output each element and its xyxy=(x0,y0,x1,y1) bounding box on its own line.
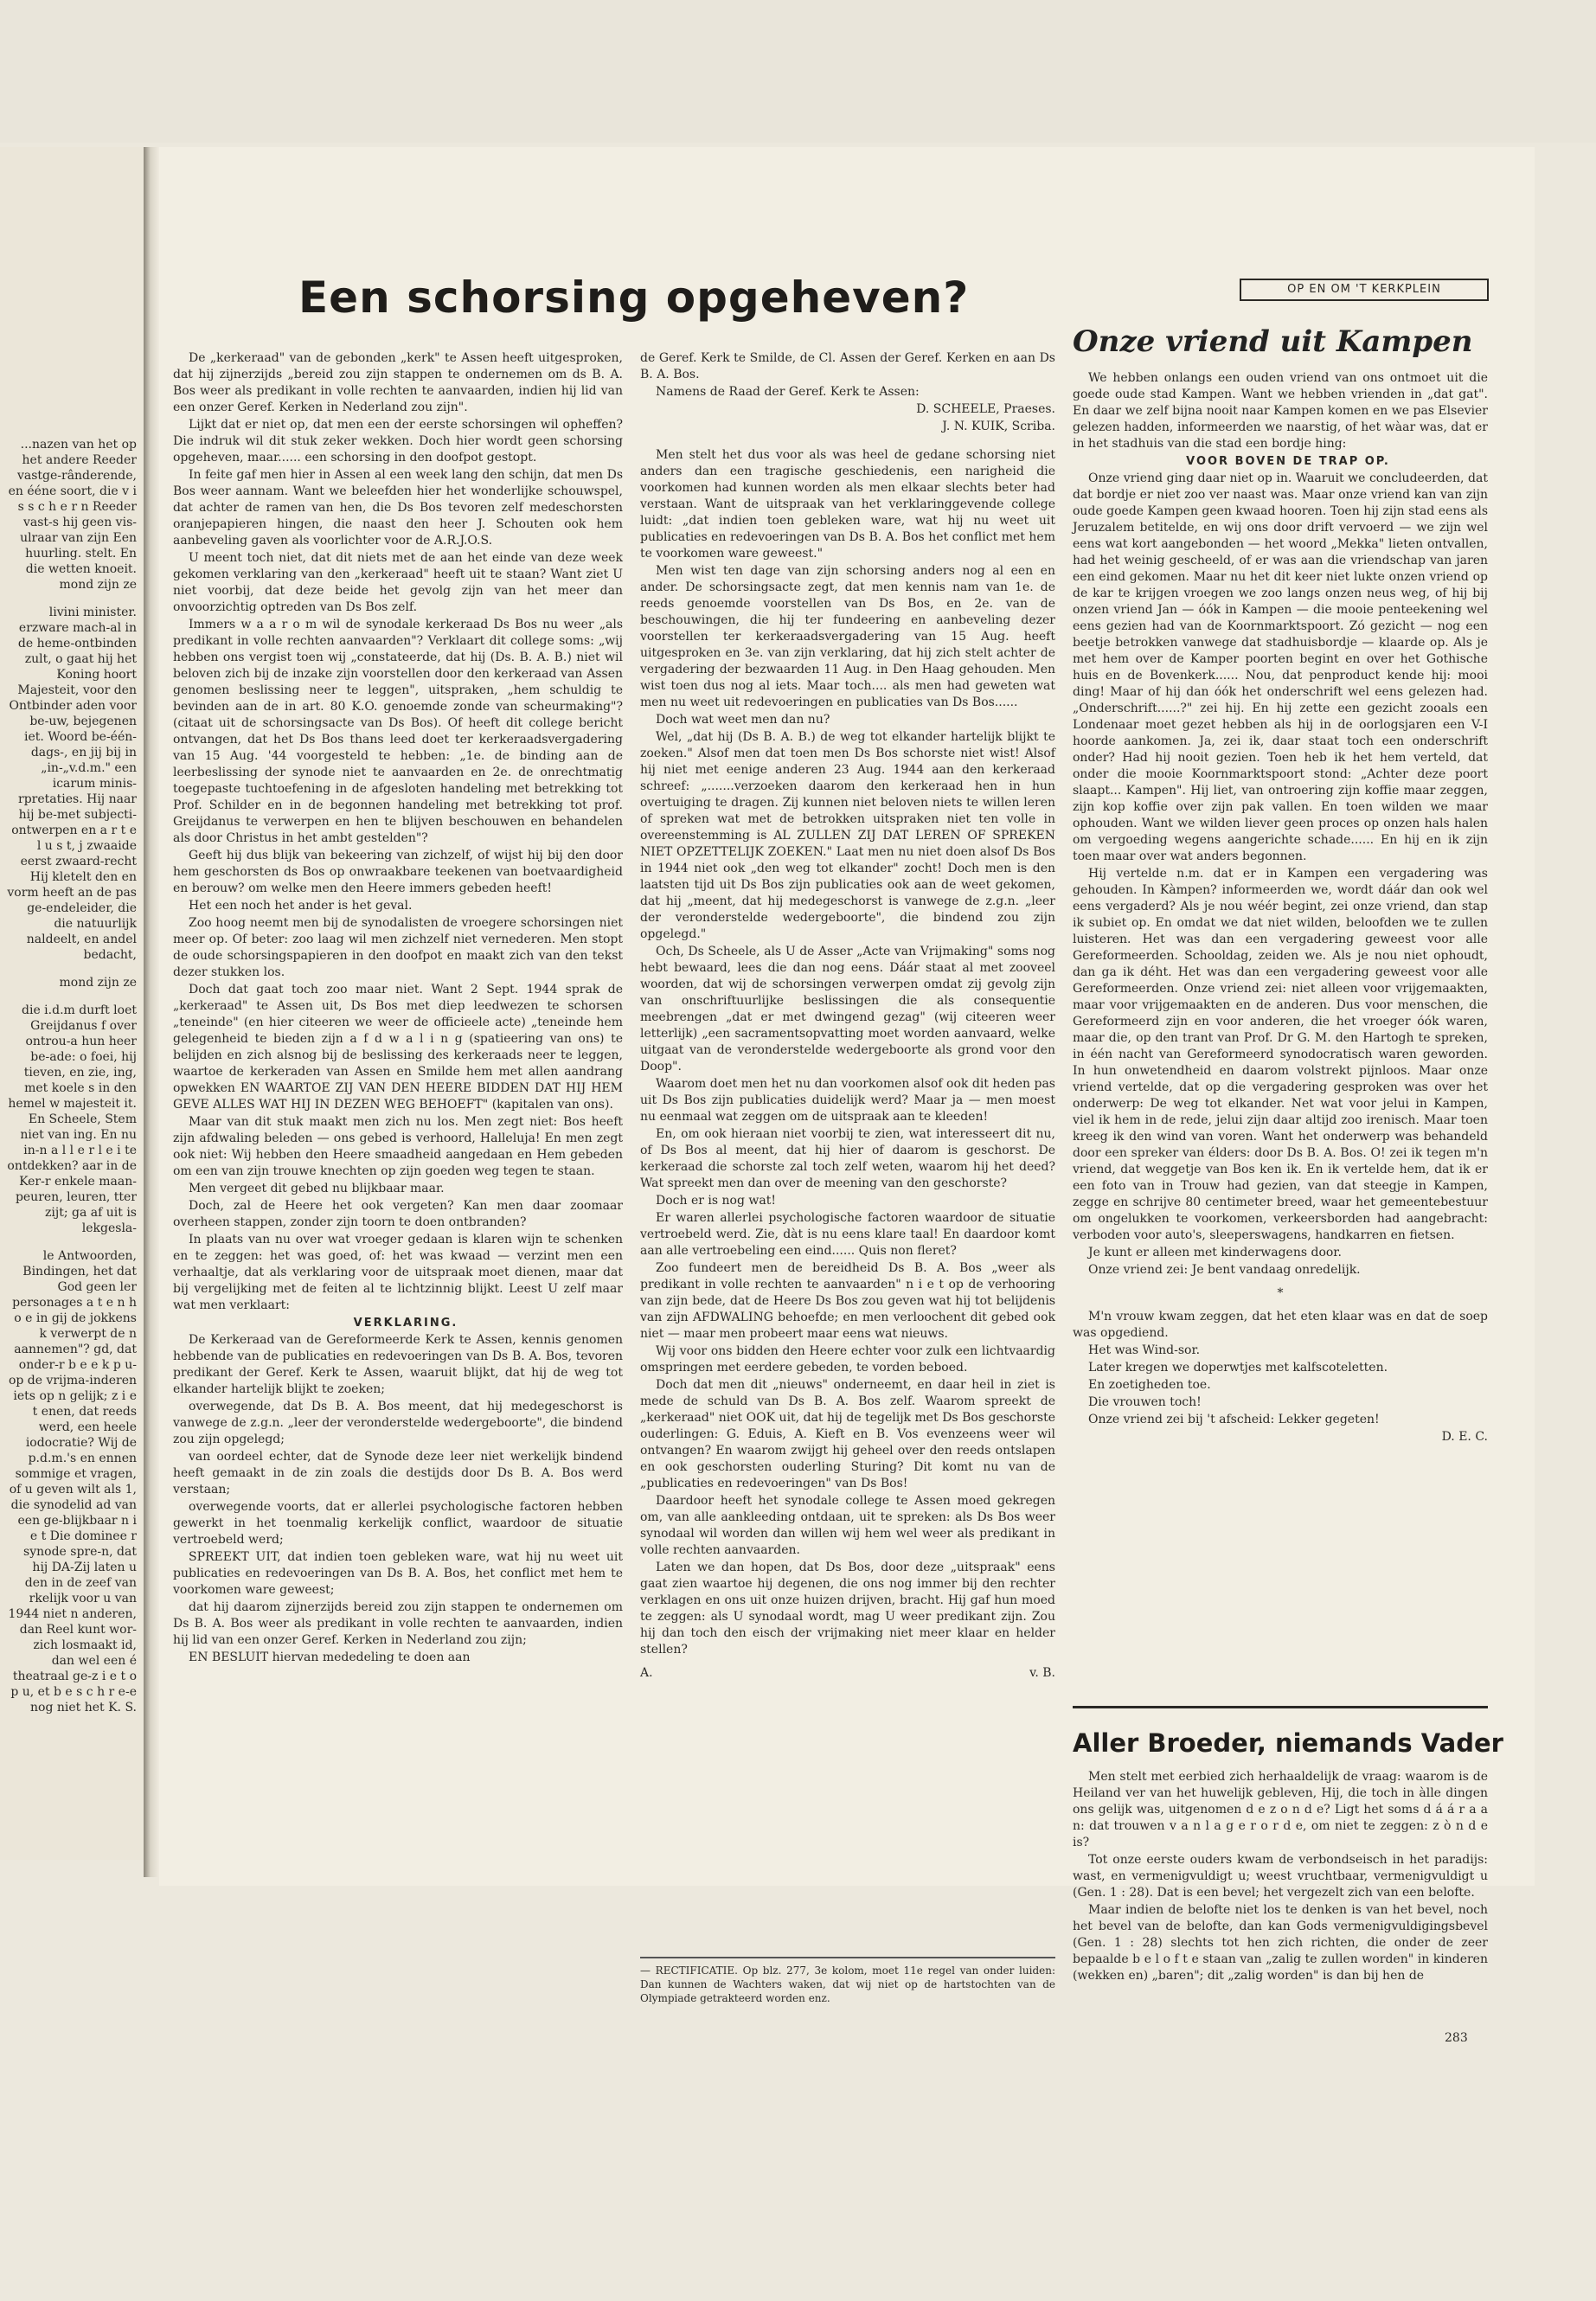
column-kicker: OP EN OM 'T KERKPLEIN xyxy=(1240,279,1489,301)
article1-column-2 xyxy=(640,350,1055,1682)
a1-para: Doch er is nog wat! xyxy=(656,1194,776,1208)
verklaring-para: overwegende voorts, dat er allerlei psychologische factoren hebben gewerkt in het toenmalig kerkelijk conflict, waardoor de situatie vertroebeld werd; xyxy=(173,1500,623,1547)
a1-para: Immers w a a r o m wil de synodale kerkeraad Ds Bos nu weer „als predikant in volle rechten aanvaarden"? Verklaart dit college soms: „wij hebben ons vergist toen wij „constateerde, dat hij (Ds. B. A. B.) niet wil beloven zich bij de inzake zijn voorstellen door den kerkeraad van Assen genomen beslissing neer te leggen", uitspraken, „hem schuldig te bevinden aan de in art. 80 K.O. genoemde zonde van scheurmaking"? (citaat uit de schorsingsacte van Ds Bos). Of heeft dit college bericht ontvangen, dat het Ds Bos thans leed doet ter kerkeraadsvergadering van 15 Aug. '44 voorgesteld te hebben: „1e. de binding aan de leerbeslissing der synode niet te aanvaarden en 2e. de onrechtmatig toegepaste tuchtoefening in de afgesloten handeling met betrekking tot Prof. Schilder en in de begonnen handeling met betrekking tot prof. Greijdanus te verwerpen en hen te blijven beschouwen en behandelen als door Christus in het ambt gestelden"? xyxy=(173,618,623,845)
left-para-4: die i.d.m durft loet Greijdanus f over ontrou-a hun heer be-ade: o foei, hij tieven, en zie, ing, met koele s in den hemel w majesteit it. En Scheele, Stem niet van ing. En nu in-n a l l e r l e i te ontdekken? aar in de Ker-r enkele maan-peuren, leuren, tter zijt; ga af uit is lekgesla- xyxy=(7,1003,137,1235)
a1-para: Doch dat men dit „nieuws" onderneemt, en daar heil in ziet is mede de schuld van Ds B. A. Bos zelf. Waarom spreekt de „kerkeraad" niet OOK uit, dat hij de tegelijk met Ds Bos geschorste ouderlingen: G. Eduis, A. Kieft en B. Vos evenzeens weer wil ontvangen? En waarom zwijgt hij geheel over den reeds ontslapen en ook geschorsten ouderling Sturing? Dit komt nu van de „publicaties en redevoeringen" van Ds Bos! xyxy=(640,1378,1055,1490)
a1-para: Doch wat weet men dan nu? xyxy=(656,713,830,727)
signatory-praeses: D. SCHEELE, Praeses. xyxy=(916,402,1055,416)
star-separator: * xyxy=(1277,1286,1284,1300)
verklaring-para: overwegende, dat Ds B. A. Bos meent, dat hij medegeschorst is vanwege de z.g.n. „leer der veronderstelde wedergeboorte", die bindend zou zijn opgelegd; xyxy=(173,1400,623,1446)
article-title: Een schorsing opgeheven? xyxy=(298,272,970,323)
a3-para: Tot onze eerste ouders kwam de verbondseisch in het paradijs: wast, en vermenigvuldigt u; weest vruchtbaar, vermenigvuldigt u (Gen. 1 : 28). Dat is een bevel; het vergezelt zich van een belofte. xyxy=(1073,1853,1488,1900)
article2-author: D. E. C. xyxy=(1441,1430,1488,1444)
left-para-5: le Antwoorden, Bindingen, het dat God geen ler personages a t e n h o e in gij de jokkens k verwerpt de n aannemen"? gd, dat onder-r b e e k p u-op de vrijma-inderen iets op n gelijk; z i e t enen, dat reeds werd, een heele iodocratie? Wij de p.d.m.'s en ennen sommige et vragen, of u geven wilt als 1, die synodelid ad van een ge-blijkbaar n i e t Die dominee r synode spre-n, dat hij DA-Zij laten u den in de zeef van rkelijk voor u van 1944 niet n anderen, dan Reel kunt wor-zich losmaakt id, dan wel een é theatraal ge-z i e t o p u, et b e s c h r e-e nog niet het K. S. xyxy=(8,1249,137,1715)
article3-column xyxy=(1073,1769,1488,1985)
a1-para: Men vergeet dit gebed nu blijkbaar maar. xyxy=(189,1182,445,1195)
left-para-2: livini minister. erzware mach-al in de heme-ontbinden zult, o gaat hij het Koning hoort Majesteit, voor den Ontbinder aden voor be-uw, bejegenen iet. Woord be-één-dags-, en jij bij in „in-„v.d.m." een icarum minis-rpretaties. Hij naar hij be-met subjecti-ontwerpen en a r t e l u s t, j zwaaide eerst zwaard-recht Hij kletelt den en vorm heeft an de pas ge-endeleider, die die natuurlijk naldeelt, en andel bedacht, xyxy=(7,606,137,962)
a2-para: M'n vrouw kwam zeggen, dat het eten klaar was en dat de soep was opgediend. xyxy=(1073,1310,1488,1340)
a1-para: En, om ook hieraan niet voorbij te zien, wat interesseert dit nu, of Ds Bos al meent, dat hij hier of daarom is geschorst. De kerkeraad die schorste zal toch zelf weten, waarom hij het deed? Wat spreekt men dan over de meening van den geschorste? xyxy=(640,1127,1055,1190)
author-signature: v. B. xyxy=(1029,1666,1055,1680)
left-para-3: mond zijn ze xyxy=(59,976,137,990)
a1-para: Lijkt dat er niet op, dat men een der eerste schorsingen wil opheffen? Die indruk wil dit stuk zeker wekken. Doch hier wordt geen schorsing opgeheven, maar...... een schorsing in den doofpot gestopt. xyxy=(173,418,623,465)
verklaring-para: SPREEKT UIT, dat indien toen gebleken ware, wat hij nu weet uit publicaties en redevoeringen van Ds B. A. Bos, het conflict met hem te voorkomen ware geweest; xyxy=(173,1550,623,1597)
a1-para: Wel, „dat hij (Ds B. A. B.) de weg tot elkander hartelijk blijkt te zoeken." Alsof men dat toen men Ds Bos schorste niet wist! Alsof hij niet met eenige anderen 23 Aug. 1944 aan den kerkeraad schreef: „.......verzoeken daarom den kerkeraad hen in hun overtuiging te dragen. Zij kunnen niet beloven niets te willen leren of spreken wat met de betrokken uitspraken niet ten volle in overeenstemming is AL ZULLEN ZIJ DAT LEREN OF SPREKEN NIET OPZETTELIJK ZOEKEN." Laat men nu niet doen alsof Ds Bos in 1944 niet ook „den weg tot elkander" zocht! Doch men is den laatsten tijd uit Ds Bos zijn publicaties ook aan de weet gekomen, dat hij „meent, dat hij medegeschorst is vanwege de z.g.n. „leer der veronderstelde wedergeboorte", die bindend zou zijn opgelegd." xyxy=(640,730,1055,941)
author-initial: A. xyxy=(640,1666,653,1680)
verklaring-heading: VERKLARING. xyxy=(353,1317,458,1330)
verklaring-para: dat hij daarom zijnerzijds bereid zou zijn stappen te ondernemen om Ds B. A. Bos weer als predikant in volle rechten te aanvaarden, indien hij lid van een onzer Geref. Kerken in Nederland zou zijn; xyxy=(173,1600,623,1647)
a1-para: Het een noch het ander is het geval. xyxy=(189,899,413,913)
a1-para: Zoo fundeert men de bereidheid Ds B. A. Bos „weer als predikant in volle rechten te aanvaarden" n i e t op de verhooring van zijn bede, dat de Heere Ds Bos zou geven wat hij tot belijdenis van zijn AFDWALING behoefde; en men verloochent dit gebed ook niet — maar men probeert maar eens wat nieuws. xyxy=(640,1261,1055,1341)
a1-para: U meent toch niet, dat dit niets met de aan het einde van deze week gekomen verklaring van den „kerkeraad" heeft uit te staan? Want ziet U niet voorbij, dat deze beide het gevolg zijn van het meer dan onvoorzichtig optreden van Ds Bos zelf. xyxy=(173,551,623,614)
a1-para: Maar van dit stuk maakt men zich nu los. Men zegt niet: Bos heeft zijn afdwaling beleden — ons gebed is verhoord, Halleluja! En men zegt ook niet: Wij hebben den Heere smaadheid aangedaan en Hem gebeden om een van zijn trouwe knechten op zijn goeden weg tegen te staan. xyxy=(173,1115,623,1178)
a2-para: Je kunt er alleen met kinderwagens door. xyxy=(1088,1246,1342,1259)
a1-para: In feite gaf men hier in Assen al een week lang den schijn, dat men Ds Bos weer aannam. Want we beleefden hier het wonderlijke schouwspel, dat achter de ramen van hen, die Ds Bos tevoren zelf medeschorsten oranjepapieren hingen, die naast den heer J. Schouten ook hem aanbeveling gaven als voorlichter voor de A.R.J.O.S. xyxy=(173,468,623,548)
a2-para: Onze vriend ging daar niet op in. Waaruit we concludeerden, dat dat bordje er niet zoo ver naast was. Maar onze vriend kan van zijn oude goede Kampen geen kwaad hooren. Toen hij zijn stad eens als Jeruzalem betitelde, en wij ons door drift vervoerd — we zijn wel eens wat kort aangebonden — het woord „Mekka" lieten ontvallen, had het weinig gescheeld, of er was aan die vriendschap van jaren een eind gekomen. Maar nu het dit keer niet lukte onzen vriend op de kar te krijgen vroegen we zoo langs onzen neus weg, of hij bij onzen vriend Jan — óók in Kampen — die mooie penteekening wel eens gezien had van de Koornmarktspoort. Zó gezicht — nog een beetje betrokken vanwege dat stadhuisbordje — klaarde op. Als je met hem over de Kamper poorten begint en over het Gothische huis en de Bovenkerk...... Nou, dat penproduct kende hij: mooi ding! Maar of hij dan óók het onderschrift wel eens gelezen had. „Onderschrift......?" zei hij. En hij zette een gezicht zooals een Londenaar moet gezet hebben als hij in de oorlogsjaren een V-I hoorde aankomen. Ja, zei ik, daar staat toch een onderschrift onder? Had hij nooit gezien. Toen heb ik het hem verteld, dat onder die mooie Koornmarktspoort stond: „Achter deze poort slaapt... Kampen". Hij liet, van ontroering zijn koffie maar zeggen, zijn kop koffie over zijn pak vallen. En toen wilden we maar ophouden. Want we wilden liever geen proces op onzen hals halen om vergoeding wegens aangerichte schade...... En hij en ik zijn toen maar over wat anders begonnen. xyxy=(1073,471,1488,863)
page-number: 283 xyxy=(1445,2031,1468,2045)
verklaring-para: De Kerkeraad van de Gereformeerde Kerk te Assen, kennis genomen hebbende van de publicaties en redevoeringen van Ds B. A. Bos, tevoren predikant der Geref. Kerk te Assen, waaruit blijkt, dat hij de weg tot elkander hartelijk blijkt te zoeken; xyxy=(173,1333,623,1396)
a1-para: Men stelt het dus voor als was heel de gedane schorsing niet anders dan een tragische geschiedenis, een narigheid die voorkomen had kunnen worden als men elkaar slechts beter had verstaan. Want de uitspraak van het verklaringgevende college luidt: „dat indien toen gebleken ware, wat hij nu weet uit publicaties en redevoeringen van Ds B. A. Bos het conflict met hem te voorkomen ware geweest." xyxy=(640,448,1055,561)
rectificatie-text: — RECTIFICATIE. Op blz. 277, 3e kolom, moet 11e regel van onder luiden: Dan kunnen de Wachters waken, dat wij niet op de hartstochten van de Olympiade getrakteerd worden enz. xyxy=(640,1965,1055,2004)
a3-para: Maar indien de belofte niet los te denken is van het bevel, noch het bevel van de belofte, dan kan Gods vermenigvuldigingsbevel (Gen. 1 : 28) slechts tot hen zich richten, die onder de zeer bepaalde b e l o f t e staan van „zalig te zullen worden" in kinderen (wekken en) „baren"; dit „zalig worden" is dan bij hen de xyxy=(1073,1903,1488,1983)
a2-para: Het was Wind-sor. xyxy=(1088,1343,1201,1357)
binding-gutter xyxy=(144,147,159,1877)
signatory-scriba: J. N. KUIK, Scriba. xyxy=(942,420,1055,433)
a3-para: Men stelt met eerbied zich herhaaldelijk de vraag: waarom is de Heiland ver van het huwelijk gebleven, Hij, die toch in àlle dingen ons gelijk was, uitgenomen d e z o n d e? Ligt het soms d á á r a a n: dat trouwen v a n l a g e r o r d e, om niet te zeggen: z ò n d e is? xyxy=(1073,1770,1488,1849)
a1-para: In plaats van nu over wat vroeger gedaan is klaren wijn te schenken en te zeggen: het was goed, of: het was kwaad — verzint men een verhaaltje, dat als verklaring voor de uitspraak moet dienen, maar dat bij vergelijking met de feiten al te lichtzinnig blijkt. Leest U zelf maar wat men verklaart: xyxy=(173,1233,623,1312)
a1-para: Zoo hoog neemt men bij de synodalisten de vroegere schorsingen niet meer op. Of beter: zoo laag wil men zichzelf niet vernederen. Men stopt de oude schorsingspapieren in den doofpot en maakt zich van den tekst dezer stukken los. xyxy=(173,916,623,979)
left-page-text xyxy=(7,437,137,1727)
a1-para: Namens de Raad der Geref. Kerk te Assen: xyxy=(656,385,920,399)
a1-para: Doch dat gaat toch zoo maar niet. Want 2 Sept. 1944 sprak de „kerkeraad" te Assen uit, Ds Bos met diep leedwezen te schorsen „teneinde" (en hier citeeren we weer de officieele acte) „teneinde hem gelegenheid te bieden zijn a f d w a l i n g (spatieering van ons) te belijden en zich alsnog bij de beslissing des kerkeraads neer te leggen, waartoe de kerkeraden van Assen en Smilde hem met allen aandrang opwekken EN WAARTOE ZIJ VAN DEN HEERE BIDDEN DAT HIJ HEM GEVE ALLES WAT HIJ IN DEZEN WEG BEHOEFT" (kapitalen van ons). xyxy=(173,983,623,1112)
left-para-1: ...nazen van het op het andere Reeder vastge-rânderende, en ééne soort, die v i s s c h e r n Reeder vast-s hij geen vis-ulraar van zijn Een huurling. stelt. En die wetten knoeit. mond zijn ze xyxy=(8,438,137,592)
a2-para: We hebben onlangs een ouden vriend van ons ontmoet uit die goede oude stad Kampen. Want we hebben vrienden in „dat gat". En daar we zelf bijna nooit naar Kampen komen en we pas Elsevier gelezen hadden, informeerden we naarstig, of het wàar was, dat er in het stadhuis van die stad een bordje hing: xyxy=(1073,371,1488,451)
article1-signature xyxy=(640,1665,1055,1682)
a1-para: de Geref. Kerk te Smilde, de Cl. Assen der Geref. Kerken en aan Ds B. A. Bos. xyxy=(640,351,1055,381)
a2-para: Hij vertelde n.m. dat er in Kampen een vergadering was gehouden. In Kàmpen? informeerden we, wordt dáár dan ook wel eens vergaderd? Als je nou wéér begint, zei onze vriend, dan stap ik subiet op. En omdat we dat niet wilden, beloofden we te zullen luisteren. Het was dan een vergadering geweest voor alle Gereformeerden. Schooldag, zeiden we. Als je nou niet ophoudt, dan ga ik déht. Het was dan een vergadering geweest voor alle Gereformeerden. Onze vriend zei: niet alleen voor vrijgemaakten, maar voor vrijgemaakten en de anderen. Dus voor menschen, die Gereformeerd zijn en voor anderen, die het vroeger óók waren, maar die, op den trant van Prof. Dr G. M. den Hartogh te spreken, in één nacht van Gereformeerd synodocratisch waren geworden. In hun onwetendheid en daarom volstrekt pijnloos. Maar onze vriend vertelde, dat op die vergadering gesproken was over het onderwerp: De weg tot elkander. Net wat voor jelui in Kampen, viel ik hem in de rede, jelui zijn daar altijd zoo irenisch. Maar toen kreeg ik den wind van voren. Want het onderwerp was behandeld door een spreker van élders: door Ds B. A. Bos. O! zei ik tegen m'n vriend, dat weggetje van Bos ken ik. En ik vertelde hem, dat ik er een foto van in Trouw had gezien, van dat steegje in Kampen, zegge en schrijve 80 centimeter breed, waar het gemeentebestuur om ongelukken te voorkomen, verkeersborden had aangebracht: verboden voor auto's, sleeperswagens, handkarren en fietsen. xyxy=(1073,867,1488,1242)
a1-para: Laten we dan hopen, dat Ds Bos, door deze „uitspraak" eens gaat zien waartoe hij degenen, die ons nog immer bij den rechter verklagen en ons uit onze huizen drijven, bracht. Hij gaf hun moed te zeggen: als U synodaal wordt, mag U weer predikant zijn. Zou hij dan toch den eisch der vrijmaking niet meer klaar en helder stellen? xyxy=(640,1561,1055,1657)
a1-para: Och, Ds Scheele, als U de Asser „Acte van Vrijmaking" soms nog hebt bewaard, lees die dan nog eens. Dáár staat al met zooveel woorden, dat wij de schorsingen verwerpen omdat zij gevolg zijn van onschriftuurlijke beslissingen die als consequentie meebrengen „dat er met dwingend gezag" (wij citeeren weer letterlijk) „een sacramentsopvatting moet worden aanvaard, welke uitgaat van de veronderstelde wedergeboorte als grond voor den Doop". xyxy=(640,945,1055,1074)
a2-para: Die vrouwen toch! xyxy=(1088,1395,1202,1409)
a2-para: Onze vriend zei: Je bent vandaag onredelijk. xyxy=(1088,1263,1361,1277)
a1-para: Daardoor heeft het synodale college te Assen moed gekregen om, van alle aankleeding ontdaan, uit te spreken: als Ds Bos weer synodaal wil worden dan willen wij hem wel weer als predikant in volle rechten aanvaarden. xyxy=(640,1494,1055,1557)
verklaring-para: van oordeel echter, dat de Synode deze leer niet werkelijk bindend heeft gemaakt in de zin zoals die destijds door Ds B. A. Bos werd verstaan; xyxy=(173,1450,623,1497)
a1-para: De „kerkeraad" van de gebonden „kerk" te Assen heeft uitgesproken, dat hij zijnerzijds „bereid zou zijn stappen te ondernemen om ds B. A. Bos weer als predikant in volle rechten te aanvaarden, indien hij lid van een onzer Geref. Kerken in Nederland zou zijn". xyxy=(173,351,623,414)
a2-para: Onze vriend zei bij 't afscheid: Lekker gegeten! xyxy=(1088,1413,1380,1426)
a1-para: Geeft hij dus blijk van bekeering van zichzelf, of wijst hij bij den door hem geschorsten ds Bos op onwraakbare teekenen van boetvaardigheid en berouw? om welke men den Heere immers gebeden heeft! xyxy=(173,849,623,895)
a1-para: Wij voor ons bidden den Heere echter voor zulk een lichtvaardig omspringen met eerdere gebeden, te vorden beboed. xyxy=(640,1344,1055,1375)
a1-para: Men wist ten dage van zijn schorsing anders nog al een en ander. De schorsingsacte zegt, dat men kennis nam van 1e. de reeds genoemde voorstellen van Ds Bos, en 2e. van de beschouwingen, die hij ter fundeering en aanbeveling dezer voorstellen ter kerkeraadsvergadering van 15 Aug. heeft uitgesproken en 3e. van zijn verklaring, dat hij zich stelt achter de vergadering der bezwaarden 11 Aug. in Den Haag gehouden. Men wist toen dus nog al iets. Maar toch.... als men had geweten wat men nu weet uit redevoeringen en publicaties van Ds Bos...... xyxy=(640,564,1055,709)
section-divider xyxy=(1073,1706,1488,1708)
rectificatie-note xyxy=(640,1957,1055,2006)
verklaring-para: EN BESLUIT hiervan mededeling te doen aan xyxy=(189,1650,471,1664)
left-page-fragment xyxy=(0,147,147,1860)
a2-para: Later kregen we doperwtjes met kalfscoteletten. xyxy=(1088,1361,1388,1375)
article2-title: Onze vriend uit Kampen xyxy=(1073,324,1473,359)
a1-para: Doch, zal de Heere het ook vergeten? Kan men daar zoomaar overheen stappen, zonder zijn toorn te doen ontbranden? xyxy=(173,1199,623,1229)
article3-title: Aller Broeder, niemands Vader xyxy=(1073,1728,1503,1758)
article2-subhead: VOOR BOVEN DE TRAP OP. xyxy=(1186,455,1390,468)
a2-para: En zoetigheden toe. xyxy=(1088,1378,1211,1392)
a1-para: Er waren allerlei psychologische factoren waardoor de situatie vertroebeld werd. Zie, dàt is nu eens klare taal! En daardoor komt aan alle vertroebeling een eind...... Quis non fleret? xyxy=(640,1211,1055,1258)
a1-para: Waarom doet men het nu dan voorkomen alsof ook dit heden pas uit Ds Bos zijn publicaties duidelijk werd? Maar ja — men moest nu eenmaal wat zeggen om de uitspraak aan te kleeden! xyxy=(640,1077,1055,1124)
article2-column xyxy=(1073,370,1488,1446)
article1-column-1 xyxy=(173,350,623,1667)
